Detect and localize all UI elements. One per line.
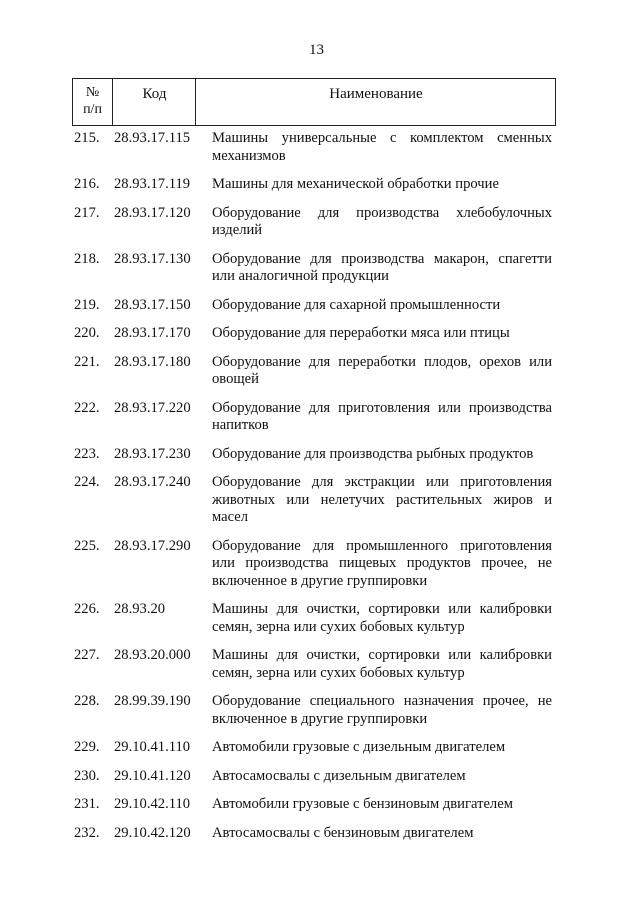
- header-num-cell: [73, 79, 113, 125]
- row-code: 29.10.41.120: [114, 767, 191, 784]
- row-name: Автомобили грузовые с дизельным двигателем: [212, 739, 506, 755]
- table-row: [74, 647, 556, 682]
- row-name: Оборудование для приготовления или производства напитков: [212, 399, 552, 433]
- row-code: 29.10.42.110: [114, 796, 191, 812]
- row-code: 29.10.42.120: [114, 824, 191, 841]
- row-name: Автосамосвалы с бензиновым двигателем: [212, 824, 474, 841]
- table-row: [74, 354, 556, 389]
- row-name: Оборудование для промышленного приготовления или производства пищевых продуктов прочее, не включенное в другие группировки: [212, 537, 552, 589]
- table-row: [74, 601, 556, 636]
- row-name: Оборудование для производства макарон, спагетти или аналогичной продукции: [212, 250, 552, 284]
- row-code: 28.93.17.240: [114, 474, 191, 490]
- row-number: 217.: [74, 204, 100, 221]
- row-code: 28.99.39.190: [114, 693, 191, 709]
- row-name: Оборудование для производства рыбных продуктов: [212, 445, 534, 462]
- row-number: 222.: [74, 399, 100, 416]
- row-code: 28.93.17.290: [114, 537, 191, 554]
- row-name: Машины для механической обработки прочие: [212, 176, 499, 192]
- row-name: Оборудование для сахарной промышленности: [212, 296, 501, 313]
- table-row: [74, 825, 556, 843]
- row-number: 216.: [74, 176, 100, 192]
- table-body: [74, 130, 556, 853]
- row-name: Оборудование для переработки мяса или птицы: [212, 325, 510, 341]
- row-name: Машины для очистки, сортировки или калибровки семян, зерна или сухих бобовых культур: [212, 647, 552, 681]
- row-code: 28.93.17.150: [114, 296, 191, 313]
- row-number: 227.: [74, 647, 100, 663]
- row-code: 28.93.17.119: [114, 176, 191, 192]
- table-row: [74, 130, 556, 165]
- row-number: 221.: [74, 353, 100, 370]
- header-pp-label: п/п: [83, 102, 102, 117]
- table-header: [72, 78, 556, 126]
- row-name: Машины универсальные с комплектом сменных механизмов: [212, 130, 552, 164]
- row-number: 226.: [74, 601, 100, 617]
- table-row: [74, 538, 556, 591]
- row-number: 218.: [74, 250, 100, 267]
- row-code: 28.93.17.180: [114, 353, 191, 370]
- row-number: 228.: [74, 693, 100, 709]
- row-name: Автосамосвалы с дизельным двигателем: [212, 767, 466, 784]
- row-code: 28.93.20.000: [114, 647, 191, 663]
- row-code: 28.93.17.130: [114, 250, 191, 267]
- row-number: 220.: [74, 325, 100, 341]
- row-number: 223.: [74, 445, 100, 462]
- table-row: [74, 400, 556, 435]
- row-code: 29.10.41.110: [114, 739, 191, 755]
- header-code-cell: Код: [114, 79, 196, 125]
- table-row: [74, 739, 556, 757]
- table-row: [74, 796, 556, 814]
- row-name: Оборудование для производства хлебобулочных изделий: [212, 204, 552, 238]
- row-code: 28.93.17.220: [114, 399, 191, 416]
- row-name: Автомобили грузовые с бензиновым двигателем: [212, 796, 513, 812]
- row-code: 28.93.17.170: [114, 325, 191, 341]
- row-name: Машины для очистки, сортировки или калибровки семян, зерна или сухих бобовых культур: [212, 601, 552, 635]
- row-number: 219.: [74, 296, 100, 313]
- page-number: 13: [309, 42, 324, 58]
- row-number: 230.: [74, 767, 100, 784]
- row-number: 225.: [74, 537, 100, 554]
- row-number: 215.: [74, 130, 100, 146]
- row-number: 224.: [74, 474, 100, 490]
- table-row: [74, 474, 556, 527]
- header-num-label: №: [85, 85, 100, 100]
- table-row: [74, 205, 556, 240]
- row-code: 28.93.17.230: [114, 445, 191, 462]
- table-row: [74, 297, 556, 315]
- row-code: 28.93.17.115: [114, 130, 191, 146]
- row-number: 231.: [74, 796, 100, 812]
- table-row: [74, 446, 556, 464]
- row-code: 28.93.17.120: [114, 204, 191, 221]
- row-name: Оборудование для переработки плодов, орехов или овощей: [212, 353, 552, 387]
- row-code: 28.93.20: [114, 601, 166, 617]
- table-row: [74, 176, 556, 194]
- header-name-cell: Наименование: [329, 86, 423, 102]
- row-number: 229.: [74, 739, 100, 755]
- table-row: [74, 251, 556, 286]
- table-row: [74, 325, 556, 343]
- row-name: Оборудование специального назначения прочее, не включенное в другие группировки: [212, 693, 552, 727]
- row-number: 232.: [74, 824, 100, 841]
- table-row: [74, 768, 556, 786]
- row-name: Оборудование для экстракции или приготовления животных или нелетучих растительных жиров и масел: [212, 474, 552, 525]
- table-row: [74, 693, 556, 728]
